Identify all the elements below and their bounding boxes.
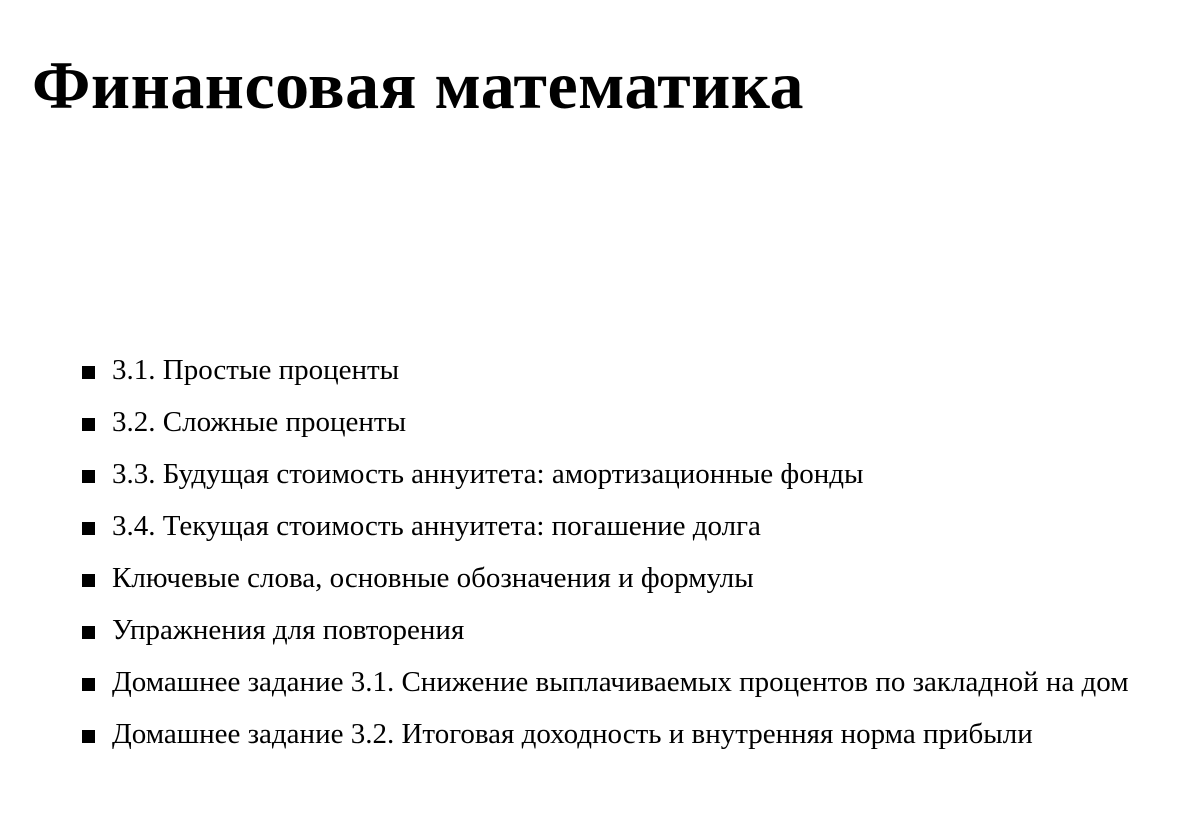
toc-item (82, 404, 1182, 441)
toc-item-text: 3.3. Будущая стоимость аннуитета: амортизационные фонды (112, 458, 864, 490)
chapter-title: Финансовая математика (32, 47, 804, 123)
square-bullet-icon (82, 522, 95, 535)
toc-item-text: Домашнее задание 3.1. Снижение выплачиваемых процентов по закладной на дом (112, 666, 1129, 698)
toc-item-text: Домашнее задание 3.2. Итоговая доходность и внутренняя норма прибыли (112, 718, 1033, 750)
toc-item (82, 612, 1182, 649)
toc-item (82, 716, 1182, 753)
toc-item-text: Упражнения для повторения (112, 614, 465, 646)
toc-item (82, 560, 1182, 597)
toc-item (82, 508, 1182, 545)
square-bullet-icon (82, 418, 95, 431)
square-bullet-icon (82, 626, 95, 639)
toc-item-text: 3.2. Сложные проценты (112, 406, 407, 438)
square-bullet-icon (82, 730, 95, 743)
toc-item-text: Ключевые слова, основные обозначения и формулы (112, 562, 754, 594)
square-bullet-icon (82, 366, 95, 379)
toc-item (82, 352, 1182, 389)
toc-item-text: 3.1. Простые проценты (112, 354, 400, 386)
square-bullet-icon (82, 470, 95, 483)
toc-item (82, 456, 1182, 493)
table-of-contents (82, 352, 1182, 768)
square-bullet-icon (82, 678, 95, 691)
square-bullet-icon (82, 574, 95, 587)
toc-item (82, 664, 1182, 701)
toc-item-text: 3.4. Текущая стоимость аннуитета: погашение долга (112, 510, 761, 542)
